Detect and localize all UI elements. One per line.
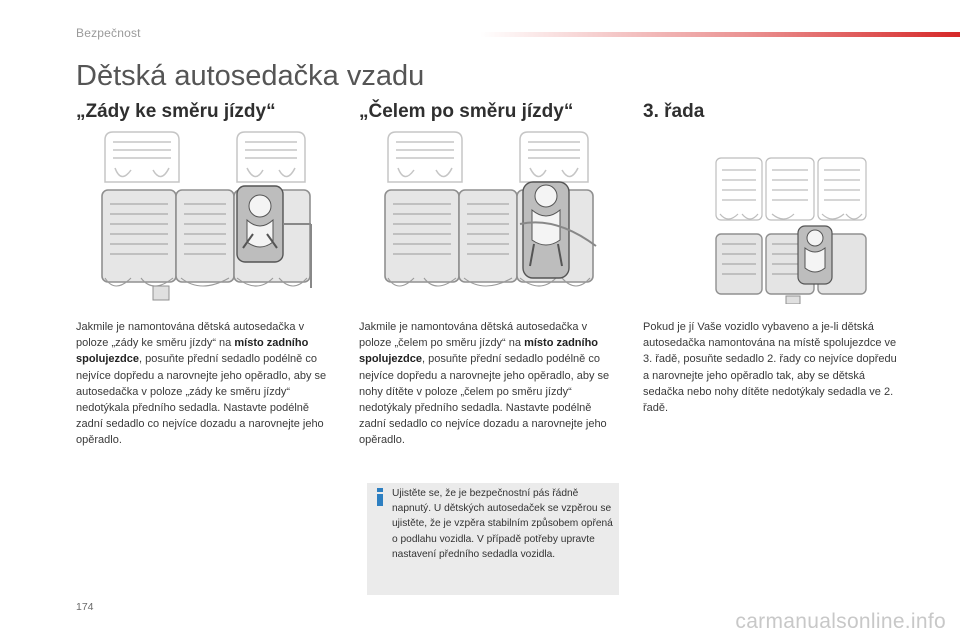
forward-facing-text-start: Jakmile je namontována dětská autosedačka v poloze „čelem po směru jízdy“ na: [359, 321, 588, 350]
note-text: Ujistěte se, že je bezpečnostní pás řádně napnutý. U dětských autosedaček se vzpěrou se ujistěte, že je vzpěra stabilním způsobem opřená o podlahu vozidla. V případě potřeby upravte nastavení předního sedadla vozidla.: [392, 488, 613, 560]
forward-facing-text-bold: místo zadního spolujezdce: [359, 337, 599, 366]
page-title: Dětská autosedačka vzadu: [76, 60, 425, 92]
heading-third-row: 3. řada: [643, 101, 705, 122]
third-row-seat-illustration: [714, 156, 870, 304]
rear-facing-text-bold: místo zadního spolujezdce: [76, 337, 309, 366]
info-icon: [373, 488, 387, 506]
note-box: [367, 483, 619, 595]
heading-forward-facing: „Čelem po směru jízdy“: [359, 101, 574, 122]
heading-rear-facing: „Zády ke směru jízdy“: [76, 101, 276, 122]
forward-facing-seat-illustration: [380, 128, 600, 308]
rear-facing-seat-illustration: [97, 128, 317, 308]
rear-facing-paragraph: [76, 319, 336, 449]
forward-facing-paragraph: [359, 319, 619, 449]
watermark: carmanualsonline.info: [735, 610, 946, 633]
section-label: Bezpečnost: [76, 26, 141, 40]
rear-facing-text-start: Jakmile je namontována dětská autosedačka v poloze „zády ke směru jízdy“ na: [76, 321, 305, 350]
forward-facing-text-end: , posuňte přední sedadlo podélně co nejvíce dopředu a narovnejte jeho opěradlo, aby se nohy dítěte v poloze „čelem po směru jízdy“ nedotýkaly předního sedadla. Nastavte podélně zadní sedadlo co nejvíce dozadu a narovnejte jeho opěradlo.: [359, 353, 610, 447]
rear-facing-text-end: , posuňte přední sedadlo podélně co nejvíce dopředu a narovnejte jeho opěradlo, aby se autosedačka v poloze „zády ke směru jízdy“ nedotýkala předního sedadla. Nastavte podélně zadní sedadlo co nejvíce dozadu a narovnejte jeho opěradlo.: [76, 353, 327, 447]
page-number: 174: [76, 601, 94, 613]
header-rule: [480, 32, 960, 37]
third-row-paragraph: Pokud je jí Vaše vozidlo vybaveno a je-li dětská autosedačka namontována na místě spolujezdce ve 3. řadě, posuňte sedadlo 2. řady co nejvíce dopředu a narovnejte jeho opěradlo tak, aby se dětská sedačka nebo nohy dítěte nedotýkaly sedadla ve 2. řadě.: [643, 321, 897, 415]
